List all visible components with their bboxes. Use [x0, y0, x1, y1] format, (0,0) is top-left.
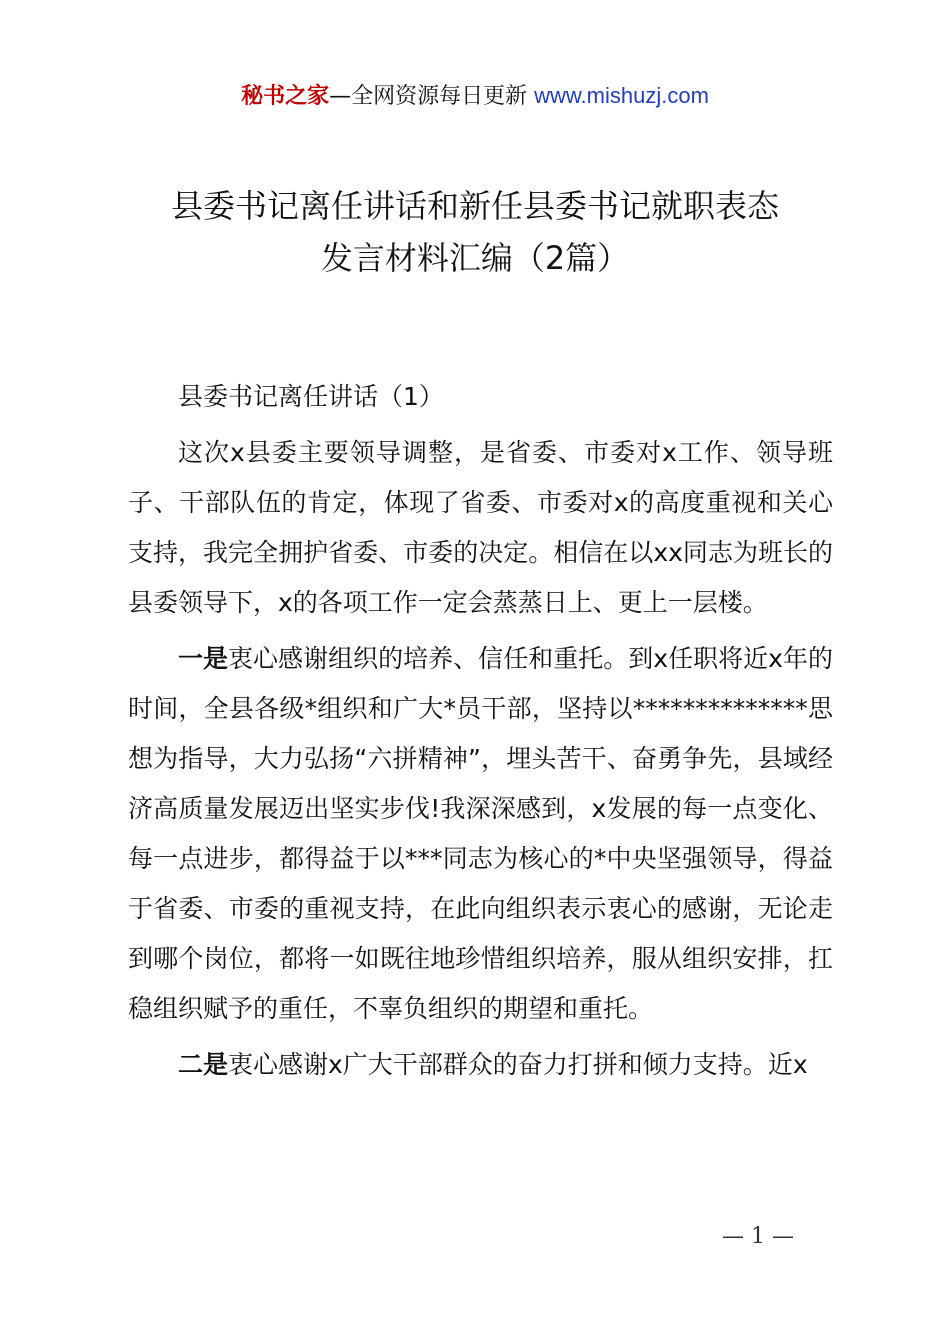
paragraph-2-lead: 一是 [178, 644, 229, 673]
paragraph-2-text: 衷心感谢组织的培养、信任和重托。到x任职将近x年的时间，全县各级*组织和广大*员干部，坚持以**************思想为指导，大力弘扬“六拼精神”，埋头苦干、奋勇争先，县域经济高质量发展迈出坚实步伐!我深深感到，x发展的每一点变化、每一点进步，都得益于以***同志为核心的*中央坚强领导，得益于省委、市委的重视支持，在此向组织表示衷心的感谢，无论走到哪个岗位，都将一如既往地珍惜组织培养，服从组织安排，扛稳组织赋予的重任，不辜负组织的期望和重托。 [128, 644, 833, 1023]
header-tagline: —全网资源每日更新 [329, 84, 535, 109]
title-line-1: 县委书记离任讲话和新任县委书记就职表态 [170, 187, 779, 225]
paragraph-1: 这次x县委主要领导调整，是省委、市委对x工作、领导班子、干部队伍的肯定，体现了省委、市委对x的高度重视和关心支持，我完全拥护省委、市委的决定。相信在以xx同志为班长的县委领导下，x的各项工作一定会蒸蒸日上、更上一层楼。 [128, 438, 833, 617]
section-subtitle: 县委书记离任讲话（1） [178, 382, 444, 411]
brand-name: 秘书之家 [241, 84, 330, 109]
site-url-link[interactable]: www.mishuzj.com [534, 83, 709, 108]
document-title [80, 180, 870, 284]
paragraph-3-lead: 二是 [178, 1050, 229, 1079]
site-header [0, 80, 950, 113]
document-body [128, 372, 833, 1096]
paragraph-2 [128, 634, 833, 1034]
paragraph-3 [128, 1040, 833, 1090]
paragraph-3-text: 衷心感谢x广大干部群众的奋力打拼和倾力支持。近x [228, 1050, 808, 1079]
page-number: — 1 — [722, 1224, 794, 1249]
title-line-2: 发言材料汇编（2篇） [320, 239, 630, 277]
